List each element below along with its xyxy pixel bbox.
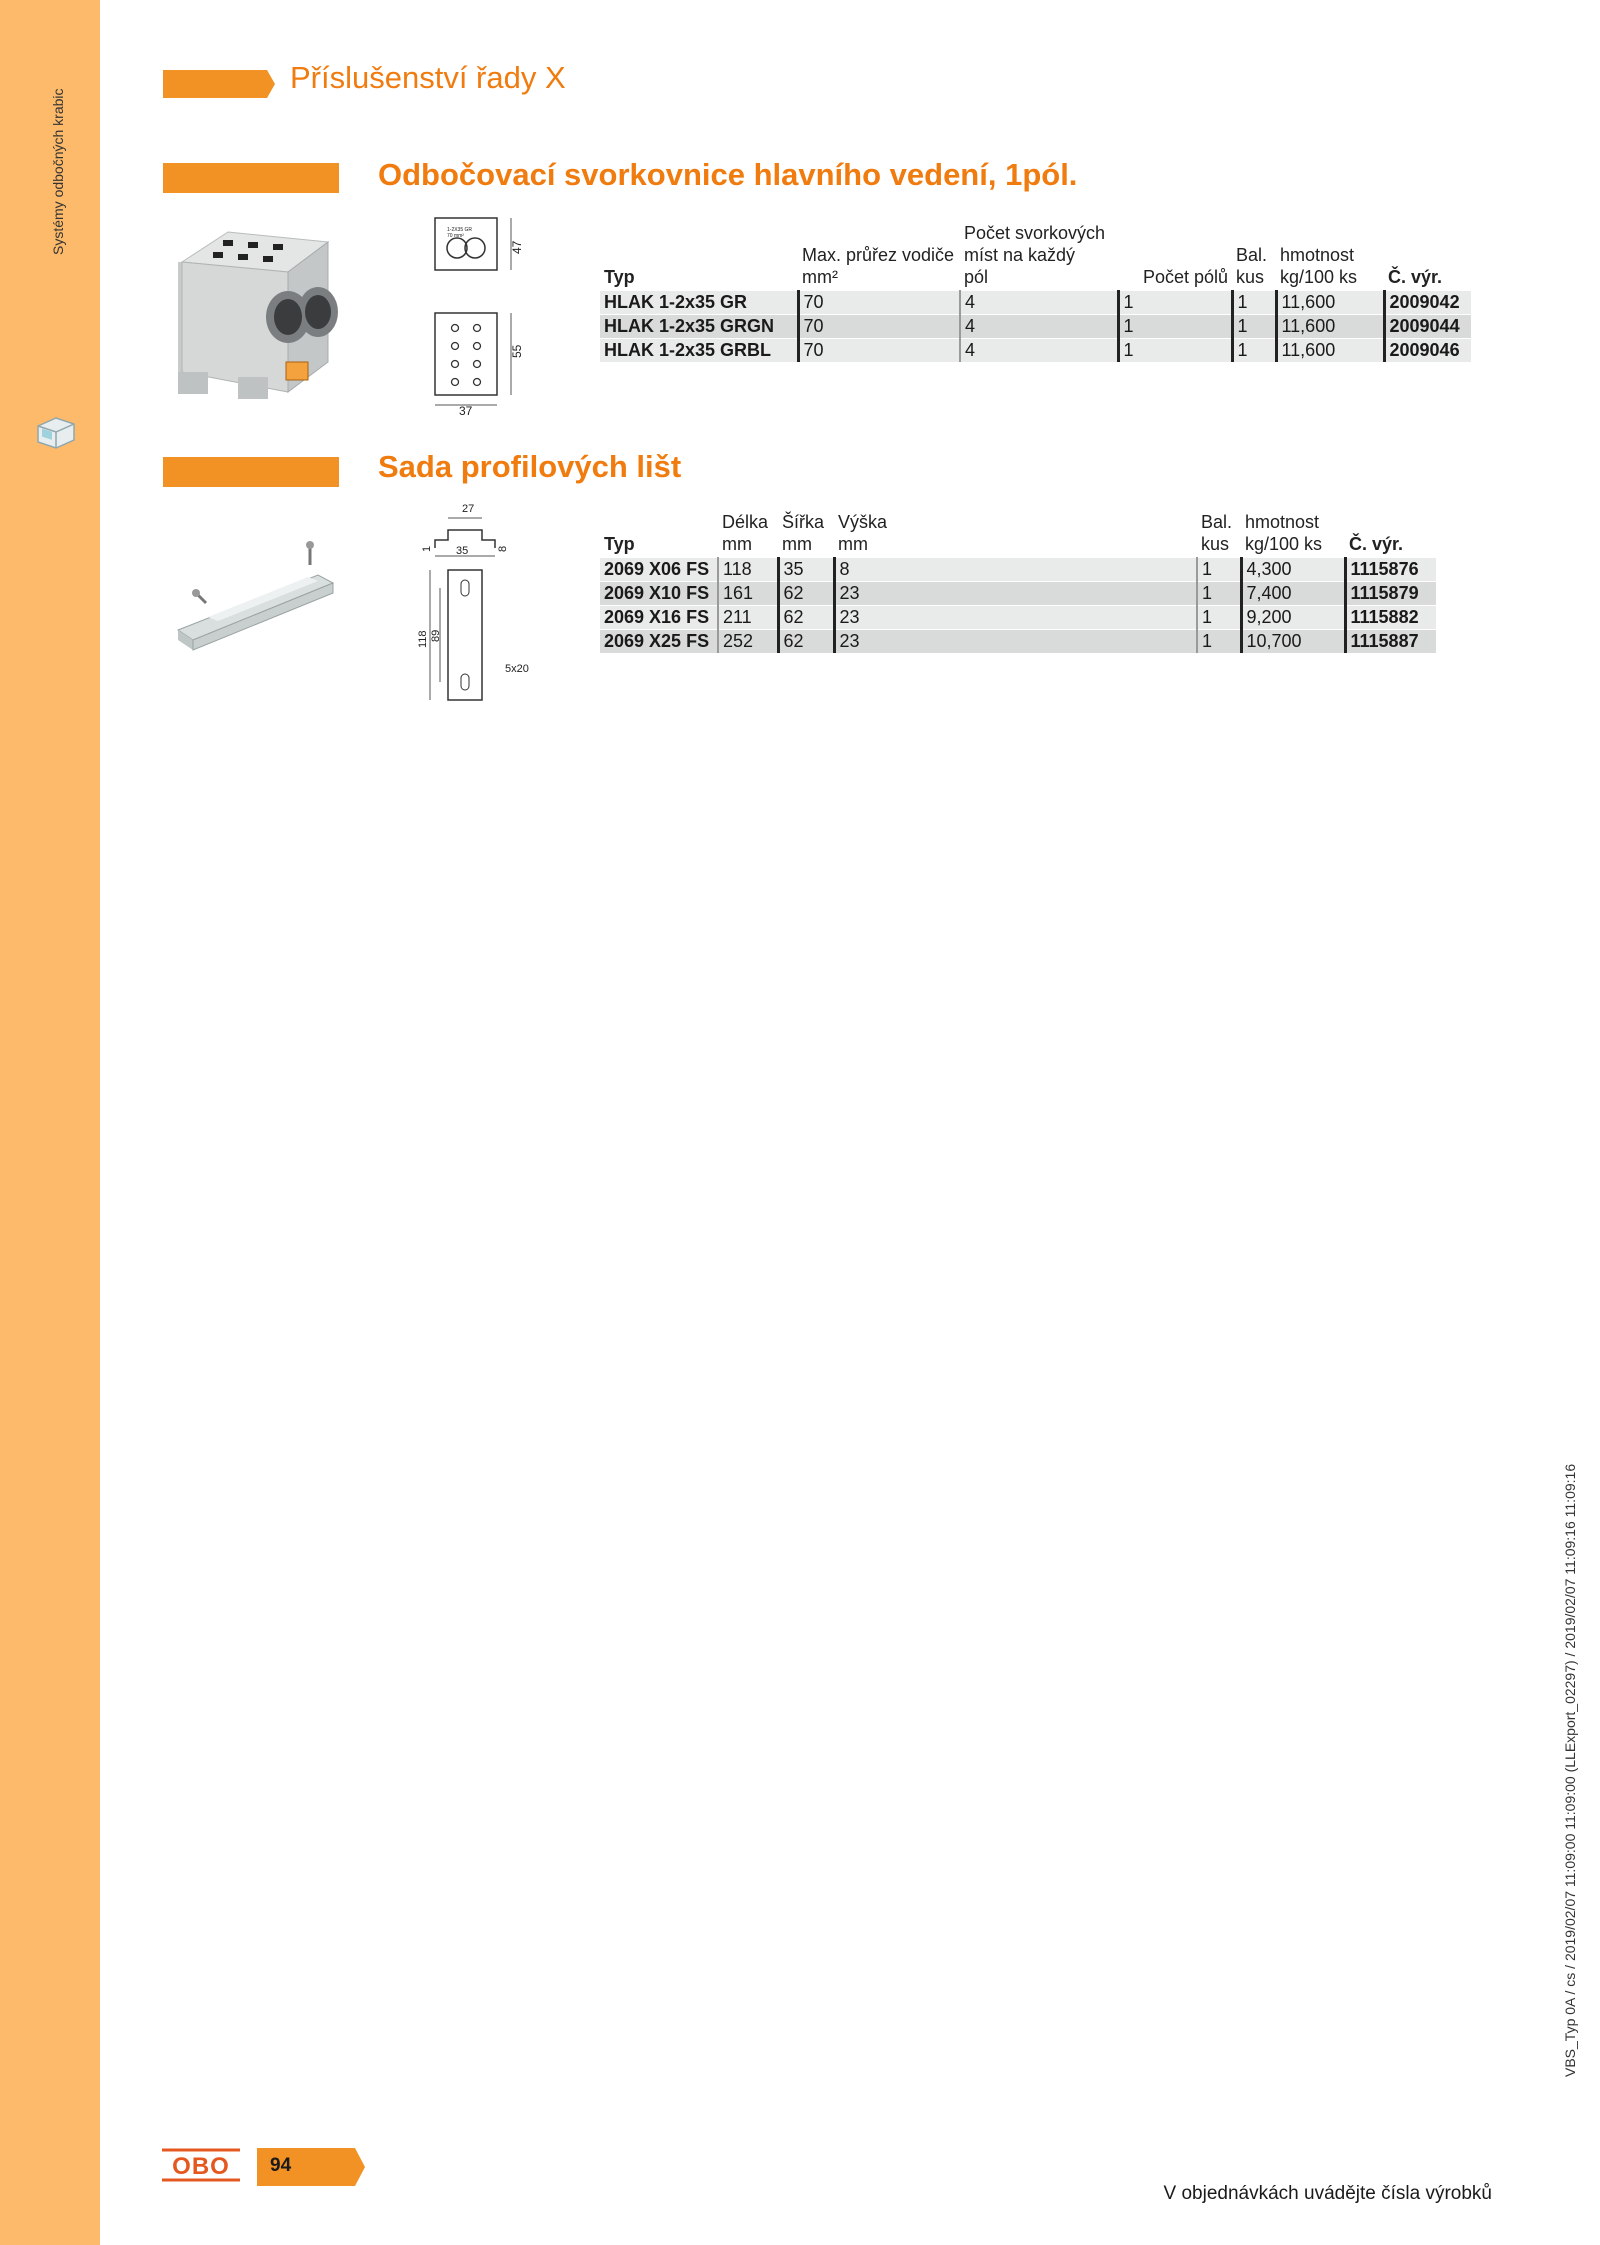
cell-width: 35 (778, 558, 834, 582)
dim-89-label: 89 (430, 629, 442, 642)
header-weight: hmotnost kg/100 ks (1245, 512, 1323, 554)
dim-8-label: 8 (497, 545, 509, 552)
table-row (600, 582, 1436, 606)
dim-37-label: 37 (459, 404, 473, 418)
rail-technical-drawing (417, 500, 540, 720)
footer-note: V objednávkách uvádějte čísla výrobků (1163, 2183, 1492, 2204)
header-height: Výška mm (838, 512, 888, 554)
cell-width: 62 (778, 606, 834, 630)
header-terminals: Počet svorkových míst na každý pól (964, 223, 1106, 287)
vertical-meta-text: VBS_Typ 0A / cs / 2019/02/07 11:09:00 11:09:00 (LLExport_02297) / 2019/02/07 11:09:16 11:09:16 (1562, 1463, 1578, 2077)
header-cross-section: Max. průřez vodiče mm² (802, 245, 955, 287)
cell-weight: 11,600 (1276, 291, 1384, 315)
cell-cross: 70 (798, 339, 960, 363)
cell-article: 1115879 (1345, 582, 1436, 606)
table-row (600, 558, 1436, 582)
cell-terminals: 4 (960, 315, 1118, 339)
drawing-label-line1: 1-2X35 GR (447, 227, 473, 233)
dim-118-label: 118 (417, 630, 429, 648)
cell-poles: 1 (1118, 339, 1232, 363)
header-type: Typ (604, 534, 635, 554)
cell-height: 23 (834, 606, 1197, 630)
cell-weight: 7,400 (1241, 582, 1345, 606)
cell-type: 2069 X10 FS (600, 582, 718, 606)
header-pack: Bal. kus (1201, 512, 1233, 554)
cell-weight: 11,600 (1276, 315, 1384, 339)
section-bar (163, 457, 339, 487)
cell-height: 23 (834, 582, 1197, 606)
drawing-label-line2: 70 mm² (447, 233, 464, 239)
cell-pack: 1 (1197, 558, 1241, 582)
cell-type: HLAK 1-2x35 GRBL (600, 339, 798, 363)
table-row (600, 315, 1471, 339)
dim-35-label: 35 (456, 545, 469, 557)
cell-weight: 4,300 (1241, 558, 1345, 582)
table-header-row (600, 511, 1436, 558)
header-arrow-bar (163, 70, 275, 98)
cell-weight: 11,600 (1276, 339, 1384, 363)
cell-type: 2069 X06 FS (600, 558, 718, 582)
cell-poles: 1 (1118, 291, 1232, 315)
cell-terminals: 4 (960, 339, 1118, 363)
page-number: 94 (270, 2155, 292, 2176)
junction-box-icon (34, 412, 78, 452)
side-label: Systémy odbočných krabic (50, 88, 66, 255)
cell-width: 62 (778, 630, 834, 654)
dim-47-label: 47 (510, 240, 524, 254)
cell-length: 211 (718, 606, 778, 630)
cell-length: 252 (718, 630, 778, 654)
cell-cross: 70 (798, 315, 960, 339)
cell-pack: 1 (1197, 630, 1241, 654)
cell-weight: 9,200 (1241, 606, 1345, 630)
cell-pack: 1 (1197, 582, 1241, 606)
cell-article: 2009046 (1384, 339, 1471, 363)
header-width: Šířka mm (782, 512, 825, 554)
cell-article: 2009042 (1384, 291, 1471, 315)
table-row (600, 630, 1436, 654)
dim-55-label: 55 (510, 344, 524, 358)
header-article: Č. výr. (1349, 534, 1404, 554)
header-length: Délka mm (722, 512, 769, 554)
section-title-rails: Sada profilových lišt (378, 449, 682, 484)
cell-pack: 1 (1232, 315, 1276, 339)
cell-type: HLAK 1-2x35 GRGN (600, 315, 798, 339)
cell-poles: 1 (1118, 315, 1232, 339)
terminal-block-photo (168, 222, 348, 402)
obo-logo (162, 2148, 240, 2182)
header-weight: hmotnost kg/100 ks (1280, 245, 1358, 287)
terminal-technical-drawing (425, 208, 535, 418)
logo-text: OBO (172, 2153, 230, 2180)
header-pack: Bal. kus (1236, 245, 1268, 287)
cell-pack: 1 (1232, 291, 1276, 315)
cell-length: 161 (718, 582, 778, 606)
dim-slot-label: 5x20 (505, 663, 529, 675)
section-title-terminal: Odbočovací svorkovnice hlavního vedení, 1pól. (378, 157, 1078, 192)
table-row (600, 606, 1436, 630)
section-bar (163, 163, 339, 193)
cell-weight: 10,700 (1241, 630, 1345, 654)
page-title: Příslušenství řady X (290, 60, 566, 95)
cell-height: 23 (834, 630, 1197, 654)
table-header-row (600, 222, 1471, 291)
terminal-spec-table (600, 222, 1471, 362)
cell-type: 2069 X16 FS (600, 606, 718, 630)
cell-length: 118 (718, 558, 778, 582)
rail-spec-table (600, 511, 1436, 653)
side-strip (0, 0, 100, 2245)
cell-width: 62 (778, 582, 834, 606)
cell-pack: 1 (1197, 606, 1241, 630)
cell-article: 1115887 (1345, 630, 1436, 654)
cell-type: 2069 X25 FS (600, 630, 718, 654)
profile-rail-photo (168, 535, 343, 665)
cell-type: HLAK 1-2x35 GR (600, 291, 798, 315)
cell-height: 8 (834, 558, 1197, 582)
cell-article: 1115882 (1345, 606, 1436, 630)
table-row (600, 291, 1471, 315)
cell-article: 1115876 (1345, 558, 1436, 582)
header-poles: Počet pólů (1142, 267, 1228, 287)
cell-cross: 70 (798, 291, 960, 315)
table-row (600, 339, 1471, 363)
header-type: Typ (604, 267, 635, 287)
cell-terminals: 4 (960, 291, 1118, 315)
dim-1-label: 1 (421, 545, 433, 552)
cell-pack: 1 (1232, 339, 1276, 363)
dim-27-label: 27 (462, 503, 475, 515)
cell-article: 2009044 (1384, 315, 1471, 339)
header-article: Č. výr. (1388, 267, 1443, 287)
